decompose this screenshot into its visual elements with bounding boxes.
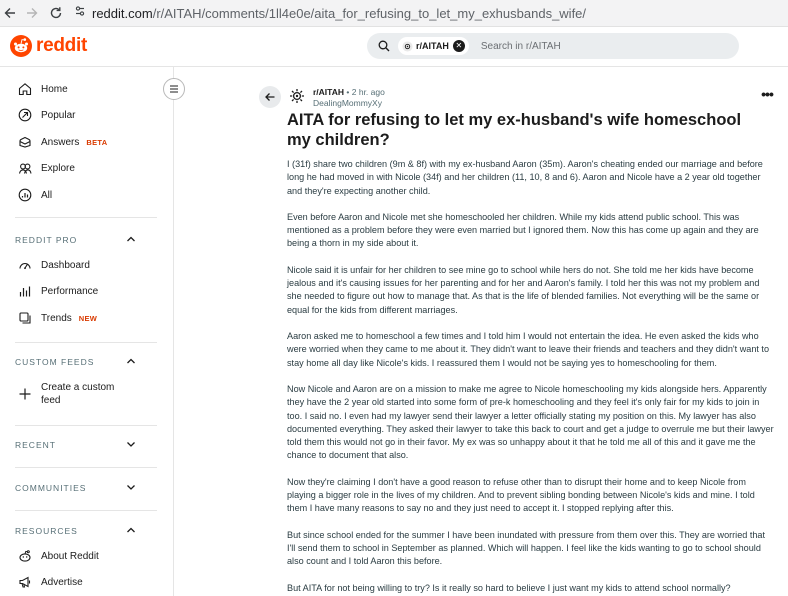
subreddit-search-chip[interactable] bbox=[398, 37, 469, 55]
post-paragraph: Now Nicole and Aaron are on a mission to make me agree to Nicole homeschooling my kids alongside hers. Apparently they have the 2 year old started into some form of pre-k homeschooling and they feel it's only fair for my kids to join in too. I said no. I even had my lawyer send their lawyer a letter officially stating my position on this. My lawyer has also documented everything. They asked their lawyer to take this back to court and get a judge to overrule me but their lawyer told them this would not go in their favor. My ex was so unhappy about it that he told me all of this and it gave me the chance to document that also. bbox=[287, 384, 774, 461]
sidebar-item-explore[interactable] bbox=[17, 157, 75, 179]
clear-chip-icon[interactable]: ✕ bbox=[453, 40, 465, 52]
sidebar-item-all[interactable] bbox=[17, 184, 52, 206]
search-chip-label: r/AITAH bbox=[416, 41, 449, 51]
create-custom-feed-label bbox=[41, 381, 114, 407]
sidebar-item-label: About Reddit bbox=[41, 550, 99, 562]
chevron-down-icon[interactable] bbox=[125, 438, 137, 450]
sidebar-divider bbox=[15, 217, 157, 218]
recent-heading[interactable]: RECENT bbox=[15, 440, 56, 450]
home-icon bbox=[17, 81, 33, 97]
dashboard-icon bbox=[17, 257, 33, 273]
post-paragraph: I (31f) share two children (9m & 8f) with my ex-husband Aaron (35m). Aaron's cheating ended our marriage and before long he had moved in with Nicole (34f) and her children (11, 10, 8 and 6). Aaron and Nicole have a 2 year old together and they're expecting another child. bbox=[287, 159, 763, 196]
chevron-up-icon[interactable] bbox=[125, 524, 137, 536]
post-paragraph: Now they're claiming I don't have a good reason to refuse other than to disrupt their home and to keep Nicole from playing a bigger role in the lives of my children. And to prevent sibling bonding between Nicole's kids and mine. I told them I have many reasons to say no and they just need to accept it. I stopped replying after this. bbox=[287, 476, 755, 514]
answers-icon bbox=[17, 134, 33, 150]
trends-icon bbox=[17, 310, 33, 326]
sidebar-divider bbox=[15, 510, 157, 511]
sidebar-item-performance[interactable] bbox=[17, 280, 98, 302]
custom-feeds-heading[interactable]: CUSTOM FEEDS bbox=[15, 357, 95, 367]
post-meta bbox=[313, 87, 385, 109]
meta-separator: • bbox=[346, 87, 350, 97]
post-paragraph: But since school ended for the summer I have been inundated with pressure from them over this. They are worried that I'll send them to school in September as planned. Which will happen. I feel like the kids wanting to go to school should also count and I told Aaron this before. bbox=[287, 529, 766, 567]
post-title: AITA for refusing to let my ex-husband's wife homeschool my children? bbox=[287, 111, 742, 149]
sidebar-item-dashboard[interactable] bbox=[17, 254, 90, 276]
create-feed-line1: Create a custom bbox=[41, 382, 115, 393]
left-sidebar bbox=[0, 67, 174, 596]
browser-reload-icon[interactable] bbox=[48, 5, 64, 21]
post-paragraph: Aaron asked me to homeschool a few times and I told him I would not entertain the idea. He even asked the kids who were worried when they came to me about it. They didn't want to leave their friends and teachers and they didn't want to stay home all day like Nicole's kids. I reassured them I would not be saying yes to homeschooling for them. bbox=[287, 331, 770, 368]
new-badge: NEW bbox=[78, 313, 98, 323]
sidebar-item-about-reddit[interactable] bbox=[17, 545, 99, 567]
browser-back-icon[interactable] bbox=[2, 5, 18, 21]
back-button[interactable] bbox=[259, 86, 281, 108]
sidebar-item-home[interactable] bbox=[17, 78, 68, 100]
sidebar-item-label: All bbox=[41, 189, 53, 201]
plus-icon bbox=[17, 386, 33, 402]
url-path: /r/AITAH/comments/1ll4e0e/aita_for_refusing_to_let_my_exhusbands_wife/ bbox=[152, 5, 587, 21]
sidebar-item-advertise[interactable] bbox=[17, 571, 83, 593]
reddit-snoo-icon bbox=[10, 35, 32, 57]
url-text[interactable] bbox=[92, 6, 586, 21]
explore-icon bbox=[17, 160, 33, 176]
site-settings-icon[interactable] bbox=[74, 4, 86, 22]
sidebar-item-label: Explore bbox=[41, 162, 75, 174]
chevron-down-icon[interactable] bbox=[125, 481, 137, 493]
sidebar-item-label: Dashboard bbox=[41, 259, 90, 271]
post-author[interactable]: DealingMommyXy bbox=[313, 98, 382, 108]
reddit-alien-icon bbox=[17, 548, 33, 564]
communities-heading[interactable]: COMMUNITIES bbox=[15, 483, 87, 493]
sidebar-item-popular[interactable] bbox=[17, 104, 75, 126]
chevron-up-icon[interactable] bbox=[125, 355, 137, 367]
post-timestamp: 2 hr. ago bbox=[351, 87, 385, 97]
sidebar-item-label: Trends bbox=[41, 312, 72, 324]
subreddit-avatar-icon[interactable] bbox=[288, 87, 306, 105]
sidebar-item-label: Popular bbox=[41, 109, 76, 121]
all-icon bbox=[17, 187, 33, 203]
chevron-up-icon[interactable] bbox=[125, 233, 137, 245]
search-bar[interactable] bbox=[367, 33, 739, 59]
hamburger-icon bbox=[168, 83, 180, 95]
site-header bbox=[0, 27, 788, 67]
create-custom-feed-button[interactable] bbox=[17, 380, 114, 408]
post-body bbox=[287, 158, 775, 596]
sidebar-divider bbox=[15, 467, 157, 468]
sidebar-item-label: Home bbox=[41, 83, 68, 95]
logo-text: reddit bbox=[36, 35, 87, 56]
megaphone-icon bbox=[17, 574, 33, 590]
post-paragraph: Even before Aaron and Nicole met she homeschooled her children. While my kids attend public school. This was mentioned as a problem before they were even married but I ignored them. Now this has come up again and they are being a thorn in my side about it. bbox=[287, 211, 759, 249]
resources-heading[interactable]: RESOURCES bbox=[15, 526, 78, 536]
collapse-sidebar-button[interactable] bbox=[163, 78, 185, 100]
search-icon bbox=[378, 40, 390, 52]
sidebar-divider bbox=[15, 425, 157, 426]
reddit-pro-heading[interactable]: REDDIT PRO bbox=[15, 235, 78, 245]
sidebar-divider bbox=[15, 342, 157, 343]
sidebar-item-trends[interactable] bbox=[17, 307, 97, 329]
create-feed-line2: feed bbox=[41, 395, 61, 406]
browser-toolbar bbox=[0, 0, 788, 27]
browser-forward-icon[interactable] bbox=[24, 5, 40, 21]
sidebar-item-label: Answers bbox=[41, 136, 80, 148]
arrow-left-icon bbox=[264, 91, 276, 103]
more-options-icon[interactable]: ••• bbox=[761, 86, 773, 102]
subreddit-link[interactable]: r/AITAH bbox=[313, 87, 345, 97]
reddit-logo[interactable] bbox=[10, 35, 87, 57]
beta-badge: BETA bbox=[86, 137, 108, 147]
post-paragraph: But AITA for not being willing to try? Is it really so hard to believe I just want my kids to attend school normally? bbox=[287, 582, 731, 593]
subreddit-chip-icon bbox=[402, 41, 413, 52]
sidebar-item-answers[interactable] bbox=[17, 131, 107, 153]
post-paragraph: Nicole said it is unfair for her children to see mine go to school while hers do not. She told me her kids have become jealous and it's causing issues for her parenting and for her and Aaron's family. I told her this was not my problem and she needed to figure out how to manage that. As that is the life of blended families. Not everything will be the same or equal for the kids from different marriages. bbox=[287, 264, 760, 315]
performance-icon bbox=[17, 283, 33, 299]
sidebar-item-label: Advertise bbox=[41, 576, 83, 588]
popular-icon bbox=[17, 107, 33, 123]
search-input[interactable]: Search in r/AITAH bbox=[480, 40, 561, 52]
address-bar[interactable] bbox=[74, 3, 586, 24]
url-domain: reddit.com bbox=[92, 5, 153, 21]
sidebar-item-label: Performance bbox=[41, 285, 99, 297]
